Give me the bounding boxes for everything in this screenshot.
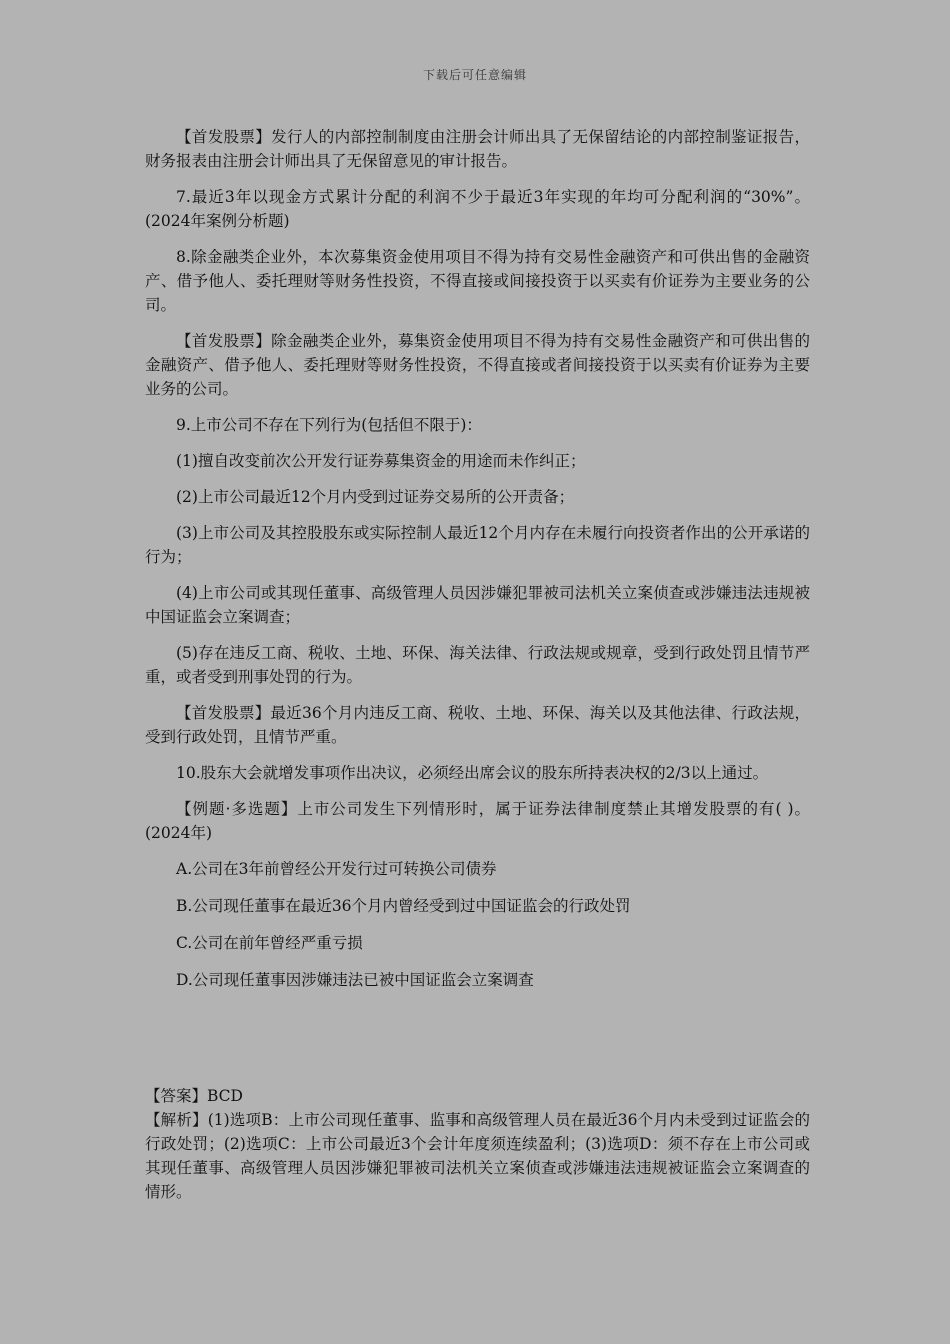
- paragraph-item-10: 10.股东大会就增发事项作出决议，必须经出席会议的股东所持表决权的2/3以上通过。: [176, 764, 769, 782]
- option-d: D.公司现任董事因涉嫌违法已被中国证监会立案调查: [176, 971, 534, 989]
- paragraph-item-9-3: (3)上市公司及其控股股东或实际控制人最近12个月内存在未履行向投资者作出的公开承诺的行为；: [145, 524, 810, 566]
- paragraph-item-9-2: (2)上市公司最近12个月内受到过证券交易所的公开责备；: [176, 488, 575, 506]
- paragraph-ipo-fund-use: 【首发股票】除金融类企业外，募集资金使用项目不得为持有交易性金融资产和可供出售的金融资产、借予他人、委托理财等财务性投资，不得直接或者间接投资于以买卖有价证券为主要业务的公司。: [145, 332, 810, 398]
- paragraph-ipo-internal-control: 【首发股票】发行人的内部控制制度由注册会计师出具了无保留结论的内部控制鉴证报告，财务报表由注册会计师出具了无保留意见的审计报告。: [145, 128, 810, 170]
- option-b: B.公司现任董事在最近36个月内曾经受到过中国证监会的行政处罚: [176, 897, 631, 915]
- option-c: C.公司在前年曾经严重亏损: [176, 934, 363, 952]
- document-body: [145, 125, 810, 1005]
- example-question: 【例题·多选题】上市公司发生下列情形时，属于证券法律制度禁止其增发股票的有( )。(2024年): [145, 800, 810, 842]
- option-a: A.公司在3年前曾经公开发行过可转换公司债券: [176, 860, 497, 878]
- paragraph-item-9-5: (5)存在违反工商、税收、土地、环保、海关法律、行政法规或规章，受到行政处罚且情节严重，或者受到刑事处罚的行为。: [145, 644, 810, 686]
- paragraph-item-9: 9.上市公司不存在下列行为(包括但不限于)：: [176, 416, 482, 434]
- answer-section: [145, 1084, 810, 1204]
- paragraph-item-7: 7.最近3年以现金方式累计分配的利润不少于最近3年实现的年均可分配利润的“30%”。(2024年案例分析题): [145, 188, 810, 230]
- paragraph-item-9-1: (1)擅自改变前次公开发行证券募集资金的用途而未作纠正；: [176, 452, 586, 470]
- paragraph-ipo-violation: 【首发股票】最近36个月内违反工商、税收、土地、环保、海关以及其他法律、行政法规，受到行政处罚，且情节严重。: [145, 704, 810, 746]
- paragraph-item-8: 8.除金融类企业外，本次募集资金使用项目不得为持有交易性金融资产和可供出售的金融资产、借予他人、委托理财等财务性投资，不得直接或间接投资于以买卖有价证券为主要业务的公司。: [145, 248, 810, 314]
- answer-line: 【答案】BCD: [145, 1087, 243, 1105]
- analysis-text: 【解析】(1)选项B：上市公司现任董事、监事和高级管理人员在最近36个月内未受到过证监会的行政处罚；(2)选项C：上市公司最近3个会计年度须连续盈利；(3)选项D：须不存在上市公司或其现任董事、高级管理人员因涉嫌犯罪被司法机关立案侦查或涉嫌违法违规被证监会立案调查的情形。: [145, 1111, 810, 1201]
- page-header: 下载后可任意编辑: [422, 68, 527, 82]
- paragraph-item-9-4: (4)上市公司或其现任董事、高级管理人员因涉嫌犯罪被司法机关立案侦查或涉嫌违法违规被中国证监会立案调查；: [145, 584, 810, 626]
